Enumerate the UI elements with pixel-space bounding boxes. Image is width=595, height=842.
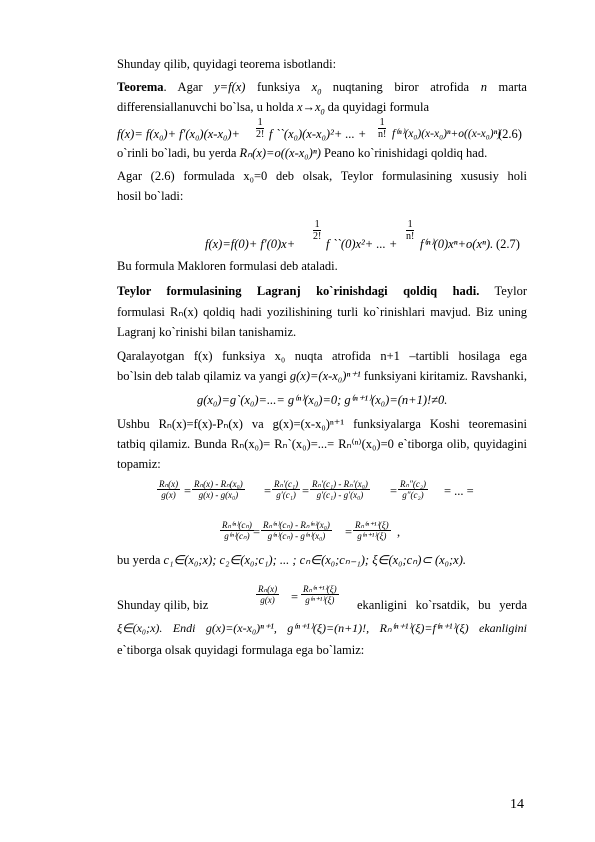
paragraph-special-case-line-1: Agar (2.6) formulada x₀=0 deb olsak, Teylor formulasining xususiy holi (117, 169, 527, 183)
formula-2-7-part-b: f ``(0)x²+ ... + (326, 237, 398, 251)
formula-2-7-part-a: f(x)=f(0)+ f′(0)x+ (205, 237, 296, 251)
paragraph-intro: Shunday qilib, quyidagi teorema isbotlandi: (117, 57, 337, 71)
lagrange-heading-line: Teylor formulasining Lagranj ko`rinishdagi qoldiq hadi. Teylor (117, 284, 527, 298)
formula-2-7-part-c: f⁽ⁿ⁾(0)xⁿ+o(xⁿ). (420, 237, 494, 251)
equals-sign: = (184, 484, 192, 498)
fraction-denominator: g′(c₁) - g′(x₀) (316, 490, 364, 500)
equals-sign: = (302, 484, 310, 498)
formula-2-6-part-c: f⁽ⁿ⁾(x₀)(x-x₀)ⁿ+o((x-x₀)ⁿ) (392, 128, 502, 140)
paragraph-result-part-b: ekanligini ko`rsatdik, bu yerda (357, 598, 527, 612)
cauchy-fraction (272, 479, 300, 500)
fraction-denominator: g⁽ⁿ⁾(cₙ) - g⁽ⁿ⁾(x₀) (267, 531, 326, 541)
formula-2-6-part-a: f(x)= f(x₀)+ f′(x₀)(x-x₀)+ (117, 127, 240, 141)
paragraph-assumption-line-1: Qaralayotgan f(x) funksiya x₀ nuqta atrofida n+1 –tartibli hosilaga ega (117, 349, 527, 363)
formula-2-6-part-b: f ``(x₀)(x-x₀)²+ ... + (269, 127, 367, 141)
equals-sign: = (264, 484, 272, 498)
chain-tail: = ... = (444, 484, 474, 498)
fraction-numerator: Rₙ⁽ⁿ⁺¹⁾(ξ) (355, 520, 389, 530)
paragraph-maclaurin: Bu formula Makloren formulasi deb ataladi. (117, 259, 338, 273)
fraction-numerator: Rₙ′(c₁) (274, 479, 299, 489)
chain-tail: , (397, 525, 401, 539)
fraction-numerator: Rₙ⁽ⁿ⁾(cₙ) - Rₙ⁽ⁿ⁾(x₀) (263, 520, 330, 530)
formula-2-6-frac-2: $\frac{1}{n!}$ (378, 117, 387, 140)
cauchy-fraction (157, 479, 180, 500)
formula-2-6-frac-1: $\frac{1}{2!}$ (256, 117, 265, 140)
paragraph-result-part-a: Shunday qilib, biz (117, 598, 209, 612)
fraction-denominator: g⁽ⁿ⁾(cₙ) (224, 531, 250, 541)
fraction-numerator: Rₙ(x) (159, 479, 179, 489)
paragraph-then-line: ξ∈(x₀;x). Endi g(x)=(x-x₀)ⁿ⁺¹, g⁽ⁿ⁺¹⁾(ξ)=(n+1)!, Rₙ⁽ⁿ⁺¹⁾(ξ)=f⁽ⁿ⁺¹⁾(ξ) ekanligini (117, 621, 527, 635)
cauchy-fraction (220, 520, 254, 541)
fraction-denominator: g(x) (161, 490, 176, 500)
page-number: 14 (510, 797, 524, 812)
equals-sign: = (345, 525, 353, 539)
formula-2-7-frac-2: $\frac{1}{n!}$ (406, 219, 415, 242)
formula-2-7-frac-1: $\frac{1}{2!}$ (313, 219, 322, 242)
fraction-numerator: Rₙ(x) - Rₙ(x₀) (194, 479, 243, 489)
paragraph-cauchy-line-3: topamiz: (117, 457, 161, 471)
result-equals: = (291, 590, 299, 604)
fraction-denominator: g(x) - g(x₀) (198, 490, 239, 500)
theorem-line-2: differensiallanuvchi bo`lsa, u holda $x\to x_0$ da quyidagi formula (117, 100, 430, 117)
cauchy-fraction (261, 520, 332, 541)
result-fraction-1: $\frac{\text{Rₙ(x)}}{g(x)}$ (258, 584, 278, 605)
lagrange-paragraph-line-2: formulasi Rₙ(x) qoldiq hadi yozilishining turli ko`rinishlari mavjud. Biz uning (117, 305, 527, 319)
paragraph-special-case-line-2: hosil bo`ladi: (117, 189, 184, 203)
fraction-numerator: Rₙ⁽ⁿ⁾(cₙ) (222, 520, 252, 530)
lagrange-paragraph-line-3: Lagranj ko`rinishi bilan tanishamiz. (117, 325, 297, 339)
formula-2-6-label: (2.6) (498, 127, 522, 141)
fraction-numerator: Rₙ″(c₂) (400, 479, 426, 489)
equals-sign: = (253, 525, 261, 539)
cauchy-fraction (310, 479, 370, 500)
theorem-heading: Teorema (117, 80, 164, 94)
paragraph-peano: o`rinli bo`ladi, bu yerda Rₙ(x)=o((x-x₀)ⁿ) Peano ko`rinishidagi qoldiq had. (117, 146, 488, 160)
paragraph-final: e`tiborga olsak quyidagi formulaga ega bo`lamiz: (117, 643, 365, 657)
paragraph-assumption-line-2: bo`lsin deb talab qilamiz va yangi g(x)=(x-x₀)ⁿ⁺¹ funksiyani kiritamiz. Ravshanki, (117, 369, 527, 383)
cauchy-fraction (398, 479, 428, 500)
fraction-denominator: g′(c₁) (276, 490, 296, 500)
cauchy-fraction (353, 520, 391, 541)
paragraph-intervals: bu yerda c₁∈(x₀;x); c₂∈(x₀;c₁); ... ; cₙ∈(x₀;cₙ₋₁); ξ∈(x₀;cₙ)⊂ (x₀;x). (117, 553, 467, 567)
paragraph-cauchy-line-1: Ushbu Rₙ(x)=f(x)-Pₙ(x) va g(x)=(x-x₀)ⁿ⁺¹ funksiyalarga Koshi teoremasini (117, 417, 527, 431)
fraction-denominator: g″(c₂) (402, 490, 424, 500)
equals-sign: = (390, 484, 398, 498)
equation-g-derivatives: g(x₀)=g`(x₀)=...= g⁽ⁿ⁾(x₀)=0; g⁽ⁿ⁺¹⁾(x₀)=(n+1)!≠0. (197, 393, 448, 407)
formula-2-7-label: (2.7) (496, 237, 520, 251)
fraction-denominator: g⁽ⁿ⁺¹⁾(ξ) (357, 531, 387, 541)
fraction-numerator: Rₙ′(c₁) - Rₙ′(x₀) (312, 479, 368, 489)
paragraph-cauchy-line-2: tatbiq qilamiz. Bunda Rₙ(x₀)= Rₙ`(x₀)=...= Rₙ⁽ⁿ⁾(x₀)=0 e`tiborga olib, quyidagini (117, 437, 527, 451)
cauchy-fraction (192, 479, 245, 500)
result-fraction-2: $\frac{\text{Rₙ⁽ⁿ⁺¹⁾(ξ)}}{\text{g⁽ⁿ⁺¹⁾(ξ)}}$ (303, 584, 337, 605)
theorem-line-1: Teorema. Agar y=f(x) funksiya $x_0$ nuqtaning biror atrofida n marta (117, 80, 527, 97)
